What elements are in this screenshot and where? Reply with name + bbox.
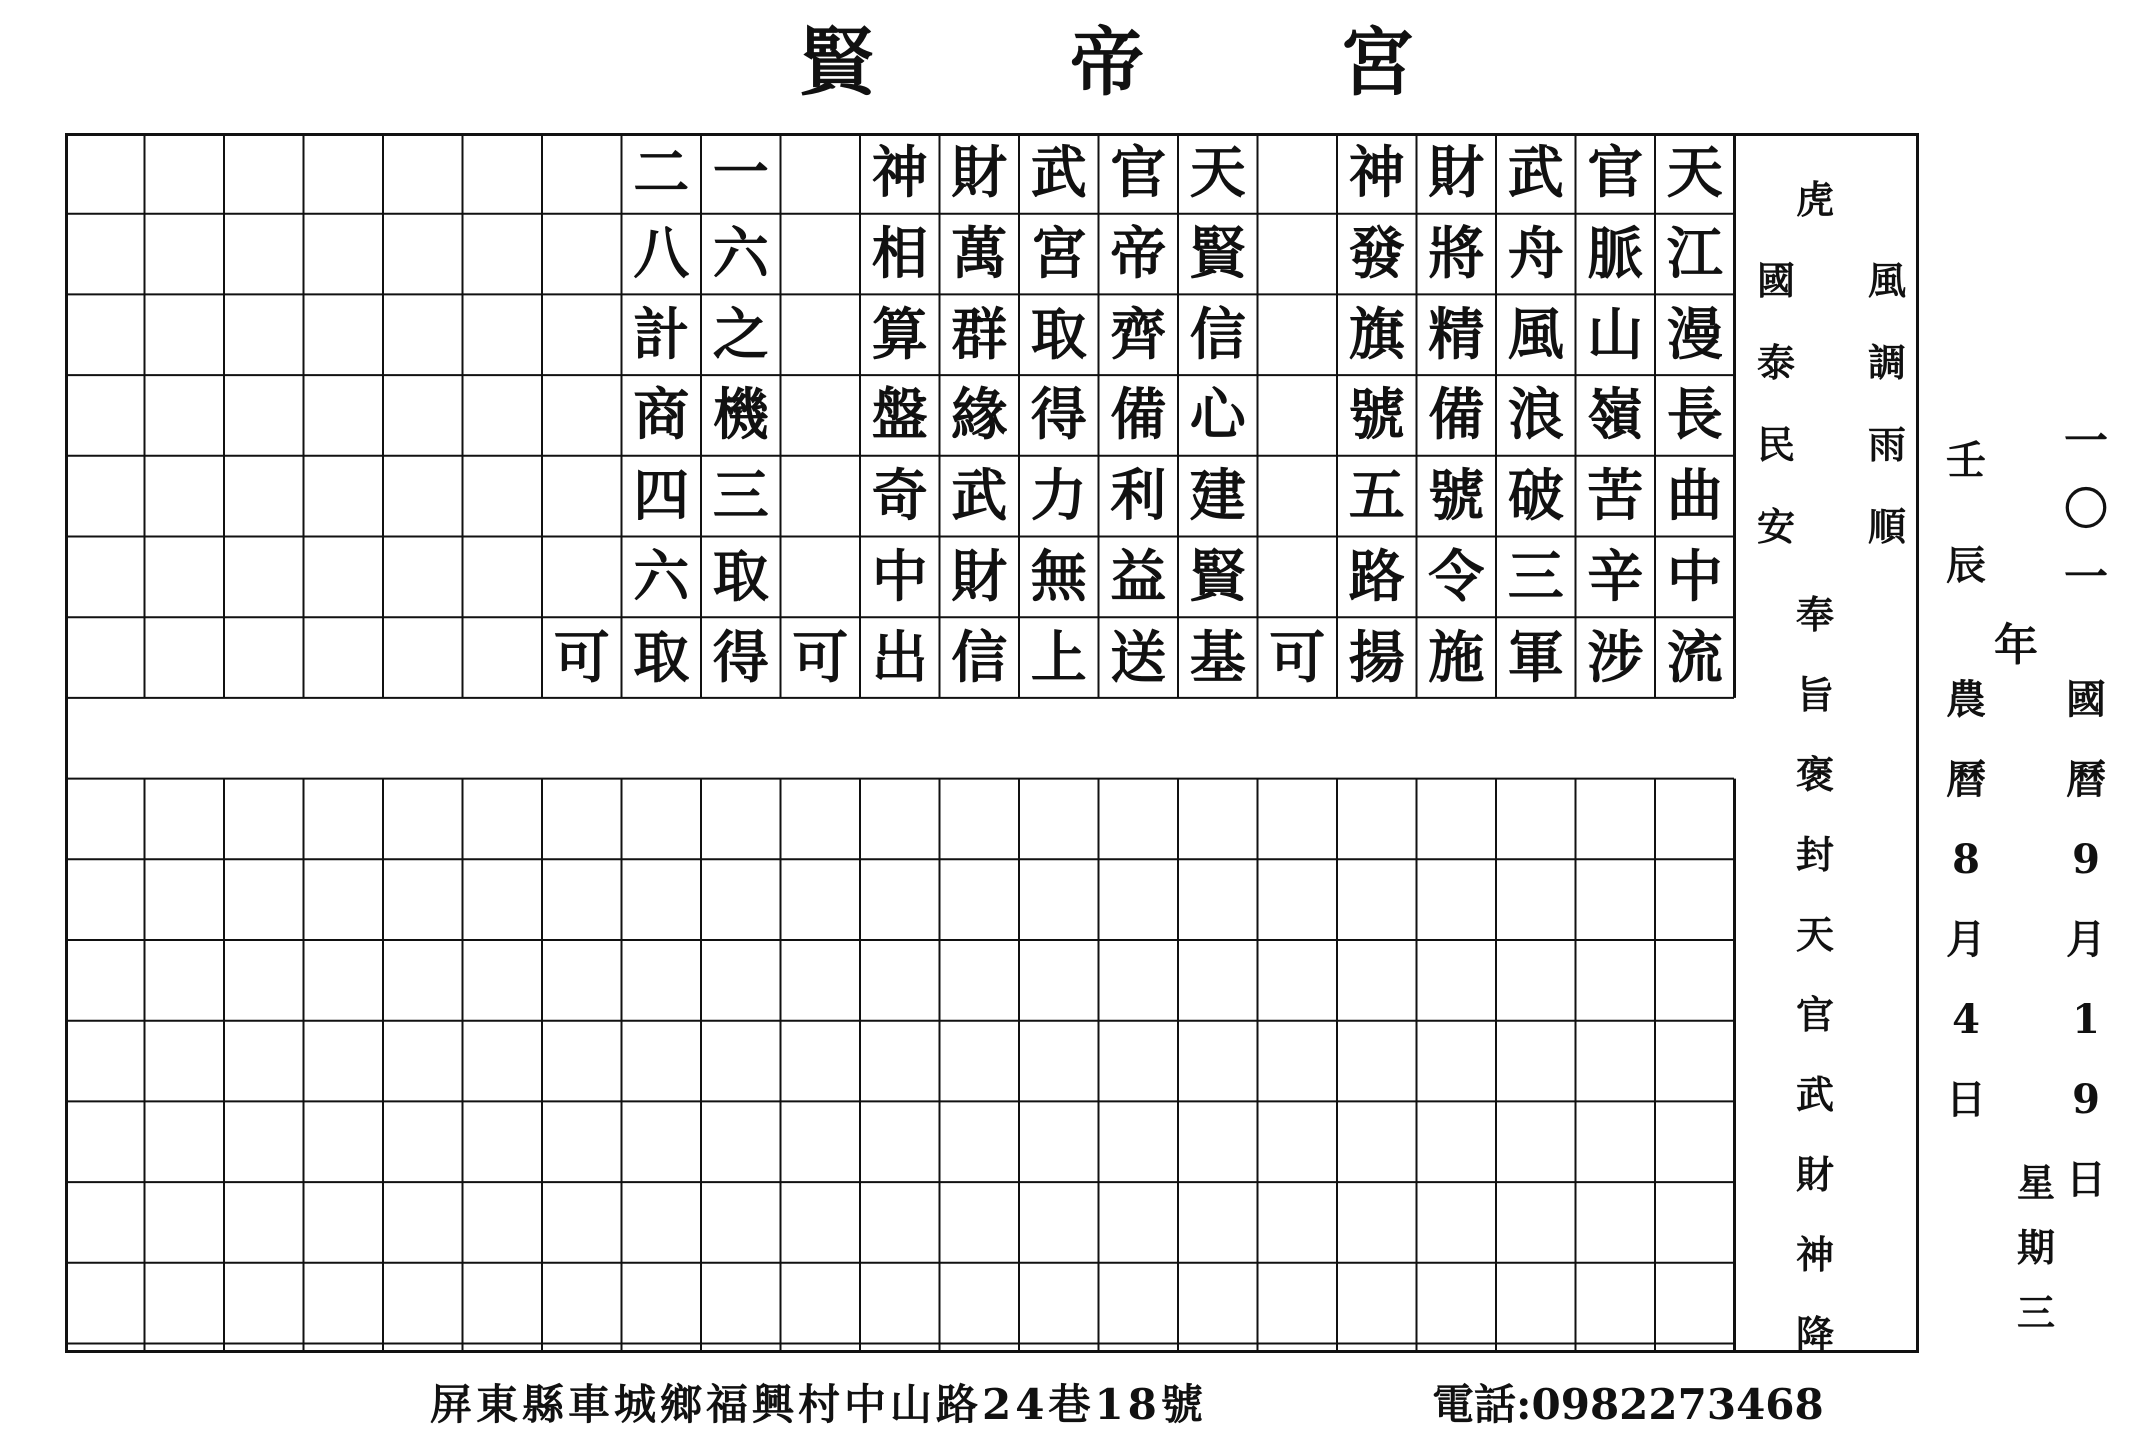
grid-char: 奇 bbox=[871, 463, 928, 530]
column-char: 雨 bbox=[1867, 422, 1906, 467]
column-char: 奉 bbox=[1795, 592, 1834, 637]
blessing-nation-peace bbox=[1736, 240, 1816, 568]
grid-char: 機 bbox=[712, 382, 769, 449]
grid-char: 群 bbox=[951, 301, 1008, 368]
grid-char: 之 bbox=[712, 301, 769, 368]
grid-char: 武 bbox=[1030, 140, 1087, 207]
footer-phone: 電話:0982273468 bbox=[1432, 1380, 1824, 1429]
column-char: 順 bbox=[1867, 504, 1906, 549]
column-char: 年 bbox=[1994, 620, 2038, 671]
grid-char: 賢 bbox=[1189, 543, 1246, 610]
column-char: 神 bbox=[1795, 1232, 1834, 1277]
grid-char: 取 bbox=[633, 624, 690, 691]
column-char: 降 bbox=[1795, 1312, 1834, 1357]
grid-char: 施 bbox=[1428, 624, 1485, 691]
column-char: 天 bbox=[1795, 912, 1834, 957]
grid-char: 六 bbox=[633, 543, 690, 610]
grid-char: 五 bbox=[1348, 463, 1405, 530]
column-char: 武 bbox=[1795, 1072, 1834, 1117]
grid-char: 精 bbox=[1428, 301, 1485, 368]
grid-char: 揚 bbox=[1348, 624, 1405, 691]
column-char: 曆 bbox=[1946, 756, 1986, 803]
grid-char: 令 bbox=[1428, 543, 1485, 610]
page-title bbox=[700, 8, 1560, 118]
grid-char: 力 bbox=[1030, 463, 1087, 530]
column-char: 日 bbox=[2066, 1156, 2106, 1203]
grid-char: 取 bbox=[1030, 301, 1087, 368]
grid-char: 相 bbox=[871, 221, 928, 288]
grid-char: 神 bbox=[1348, 140, 1405, 207]
column-char: 一 bbox=[2064, 416, 2108, 467]
grid-char: 緣 bbox=[951, 382, 1008, 449]
column-char: 民 bbox=[1756, 422, 1795, 467]
column-char: 月 bbox=[2066, 916, 2106, 963]
grid-char: 信 bbox=[951, 624, 1008, 691]
lunar-year bbox=[1926, 408, 2006, 618]
grid-char: 四 bbox=[633, 463, 690, 530]
grid-char: 天 bbox=[1666, 140, 1723, 207]
grid-char: 苦 bbox=[1587, 463, 1644, 530]
grid-char: 賢 bbox=[1189, 221, 1246, 288]
grid-char: 基 bbox=[1189, 624, 1246, 691]
grid-char: 宮 bbox=[1030, 221, 1087, 288]
column-char: 虎 bbox=[1795, 177, 1834, 222]
grid-char: 發 bbox=[1348, 221, 1405, 288]
grid-char: 中 bbox=[871, 543, 928, 610]
grid-char: 萬 bbox=[951, 221, 1008, 288]
grid-char: 心 bbox=[1189, 382, 1246, 449]
grid-char: 三 bbox=[1507, 543, 1564, 610]
grid-char: 旗 bbox=[1348, 301, 1405, 368]
title-char: 賢 bbox=[800, 20, 874, 106]
roc-year bbox=[1994, 408, 2126, 680]
grid-char: 號 bbox=[1428, 463, 1485, 530]
grid-char: 利 bbox=[1110, 463, 1167, 530]
grid-char: 可 bbox=[553, 624, 610, 691]
grid-char: 齊 bbox=[1110, 301, 1167, 368]
column-char: 風 bbox=[1867, 258, 1906, 303]
grid-char: 舟 bbox=[1507, 221, 1564, 288]
grid-char: 官 bbox=[1110, 140, 1167, 207]
column-char: 1 bbox=[2072, 996, 2100, 1043]
column-char: 〇 bbox=[2064, 484, 2108, 535]
grid-char: 計 bbox=[633, 301, 690, 368]
column-char: 財 bbox=[1795, 1152, 1834, 1197]
grid-char: 財 bbox=[951, 140, 1008, 207]
title-char: 宮 bbox=[1340, 20, 1414, 106]
grid-char: 算 bbox=[871, 301, 928, 368]
column-char: 調 bbox=[1867, 340, 1906, 385]
column-char: 辰 bbox=[1946, 542, 1986, 589]
column-char: 9 bbox=[2072, 836, 2100, 883]
grid-char: 將 bbox=[1428, 221, 1485, 288]
grid-char: 財 bbox=[1428, 140, 1485, 207]
column-char: 一 bbox=[2064, 552, 2108, 603]
column-char: 泰 bbox=[1756, 340, 1795, 385]
column-char: 壬 bbox=[1946, 437, 1986, 484]
grid-char: 盤 bbox=[871, 382, 928, 449]
blessing-wind-rain bbox=[1847, 240, 1927, 568]
footer-address: 屏東縣車城鄉福興村中山路24巷18號 bbox=[430, 1380, 1207, 1429]
roc-date bbox=[2046, 660, 2126, 1220]
column-char: 官 bbox=[1795, 992, 1834, 1037]
grid-char: 軍 bbox=[1507, 624, 1564, 691]
grid-char: 送 bbox=[1110, 624, 1167, 691]
column-char: 期 bbox=[2016, 1225, 2055, 1270]
column-char: 三 bbox=[2016, 1290, 2055, 1335]
grid-char: 山 bbox=[1587, 301, 1644, 368]
column-char: 國 bbox=[1756, 258, 1795, 303]
column-char: 安 bbox=[1756, 504, 1795, 549]
column-char: 8 bbox=[1952, 836, 1980, 883]
grid-char: 二 bbox=[633, 140, 690, 207]
grid-char: 三 bbox=[712, 463, 769, 530]
grid-char: 官 bbox=[1587, 140, 1644, 207]
grid-char: 取 bbox=[712, 543, 769, 610]
title-char: 帝 bbox=[1070, 20, 1144, 106]
column-char: 月 bbox=[1946, 916, 1986, 963]
grid-char: 信 bbox=[1189, 301, 1246, 368]
decree-column bbox=[1775, 575, 1855, 1375]
grid-char: 長 bbox=[1666, 382, 1723, 449]
grid-char: 六 bbox=[712, 221, 769, 288]
grid-char: 神 bbox=[871, 140, 928, 207]
grid-char: 流 bbox=[1666, 624, 1723, 691]
grid-char: 可 bbox=[1269, 624, 1326, 691]
grid-char: 脈 bbox=[1587, 221, 1644, 288]
weekday bbox=[1996, 1150, 2076, 1345]
grid-char: 上 bbox=[1030, 624, 1087, 691]
grid-char: 可 bbox=[792, 624, 849, 691]
grid-char: 涉 bbox=[1587, 624, 1644, 691]
lunar-date bbox=[1926, 660, 2006, 1140]
column-char: 農 bbox=[1946, 676, 1986, 723]
grid-char: 得 bbox=[1030, 382, 1087, 449]
column-char: 褒 bbox=[1795, 752, 1834, 797]
grid-char: 號 bbox=[1348, 382, 1405, 449]
column-char: 旨 bbox=[1795, 672, 1834, 717]
grid-char: 武 bbox=[1507, 140, 1564, 207]
grid-char: 辛 bbox=[1587, 543, 1644, 610]
grid-char: 財 bbox=[951, 543, 1008, 610]
tiger-label bbox=[1775, 160, 1855, 240]
grid-char: 中 bbox=[1666, 543, 1723, 610]
grid-char: 出 bbox=[871, 624, 928, 691]
grid-char: 破 bbox=[1507, 463, 1564, 530]
column-char: 9 bbox=[2072, 1076, 2100, 1123]
column-char: 國 bbox=[2066, 676, 2106, 723]
grid-char: 益 bbox=[1110, 543, 1167, 610]
grid-char: 漫 bbox=[1666, 301, 1723, 368]
grid-char: 八 bbox=[633, 221, 690, 288]
grid-char: 帝 bbox=[1110, 221, 1167, 288]
grid-char: 備 bbox=[1428, 382, 1485, 449]
column-char: 星 bbox=[2016, 1160, 2055, 1205]
grid-char: 嶺 bbox=[1587, 382, 1644, 449]
column-char: 日 bbox=[1946, 1076, 1986, 1123]
grid-char: 備 bbox=[1110, 382, 1167, 449]
grid-char: 曲 bbox=[1666, 463, 1723, 530]
column-char: 4 bbox=[1952, 996, 1980, 1043]
grid-char: 風 bbox=[1507, 301, 1564, 368]
grid-char: 得 bbox=[712, 624, 769, 691]
column-char: 曆 bbox=[2066, 756, 2106, 803]
grid-char: 天 bbox=[1189, 140, 1246, 207]
column-char: 封 bbox=[1795, 832, 1834, 877]
grid-char: 武 bbox=[951, 463, 1008, 530]
grid-char: 建 bbox=[1189, 463, 1246, 530]
grid-char: 浪 bbox=[1507, 382, 1564, 449]
grid-char: 商 bbox=[633, 382, 690, 449]
grid-char: 路 bbox=[1348, 543, 1405, 610]
grid-char: 一 bbox=[712, 140, 769, 207]
grid-char: 無 bbox=[1030, 543, 1087, 610]
grid-char: 江 bbox=[1666, 221, 1723, 288]
